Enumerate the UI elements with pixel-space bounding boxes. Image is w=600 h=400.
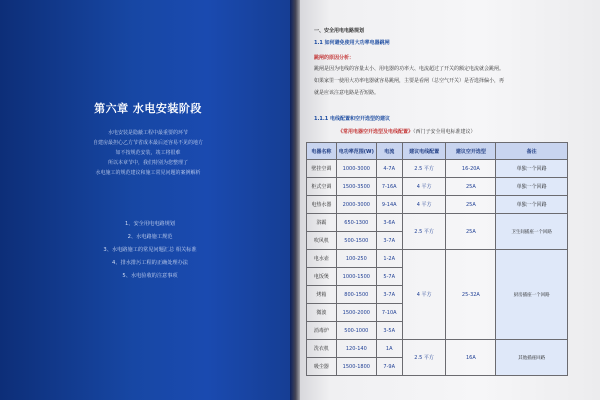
appliance-name-cell: 洗衣机 [307,340,337,358]
wire-cell: 2.5 平方 [402,160,446,178]
appliance-name-cell: 电饭煲 [307,268,337,286]
analysis-line: 跳闸是因为电线的容量太小、用电器的功率大、电流超过了开关的额定电流就会跳闸。 [314,66,505,72]
current-cell: 7-10A [376,304,402,322]
note-cell: 其他插座回路 [496,340,568,376]
power-range-cell: 1500-1800 [336,358,376,376]
table-header-cell: 电器名称 [307,143,337,160]
appliance-name-cell: 电水壶 [307,250,337,268]
intro-line: 如不按规范安装，竣工将很难 [115,150,181,156]
table-header-cell: 备注 [496,143,568,160]
subsection-heading: 1.1 如何避免使用大功率电器跳闸 [314,40,390,46]
table-row [307,160,568,178]
power-range-cell: 100-250 [336,250,376,268]
wire-cell: 4 平方 [402,196,446,214]
power-range-cell: 650-1300 [336,214,376,232]
current-cell: 1A [376,340,402,358]
table-row [307,340,568,358]
table-row [307,196,568,214]
wire-cell: 2.5 平方 [402,340,446,376]
current-cell: 3-5A [376,322,402,340]
chapter-intro [78,128,218,178]
appliance-name-cell: 消毒炉 [307,322,337,340]
appliance-name-cell: 吹风机 [307,232,337,250]
table-header-row [307,143,568,160]
power-range-cell: 1000-1500 [336,268,376,286]
current-cell: 5-7A [376,268,402,286]
note-cell: 卫生间插座一个回路 [496,214,568,250]
note-cell: 厨房插座一个回路 [496,250,568,340]
wire-cell: 4 平方 [402,250,446,340]
left-page [0,0,296,400]
appliance-name-cell: 壁挂空调 [307,160,337,178]
wire-cell: 4 平方 [402,178,446,196]
table-section-heading: 1.1.1 电线配置和空开选型的建议 [314,116,390,122]
appliance-wiring-table [306,142,568,376]
toc-item: 2、水电路施工规范 [127,234,173,240]
appliance-name-cell: 电热水器 [307,196,337,214]
intro-line: 水电安装是隐蔽工程中最重要的环节 [107,130,188,136]
intro-line: 所以本章节中，我们特别为您整理了 [107,160,188,166]
breaker-cell: 16-20A [446,160,496,178]
appliance-name-cell: 柜式空调 [307,178,337,196]
appliance-name-cell: 吸尘器 [307,358,337,376]
current-cell: 3-7A [376,232,402,250]
power-range-cell: 120-140 [336,340,376,358]
current-cell: 3-7A [376,286,402,304]
table-header-cell: 电功率范围(W) [336,143,376,160]
table-caption-title: 《常用电器空开选型及电线配置》 [338,129,414,135]
breaker-cell: 25A [446,214,496,250]
table-header-cell: 建议电线配置 [402,143,446,160]
power-range-cell: 1500-2000 [336,304,376,322]
current-cell: 3-6A [376,214,402,232]
analysis-line: 如果家里一使用大功率电器就容易跳闸，主要是看闸（总空气开关）是否选择偏小，再 [314,78,505,84]
table-header-cell: 建议空开选型 [446,143,496,160]
breaker-cell: 25A [446,178,496,196]
power-range-cell: 800-1500 [336,286,376,304]
chapter-title: 第六章 水电安装阶段 [94,102,202,115]
table-header-cell: 电流 [376,143,402,160]
appliance-name-cell: 烤箱 [307,286,337,304]
appliance-name-cell: 浴霸 [307,214,337,232]
wire-cell: 2.5 平方 [402,214,446,250]
note-cell: 单独一个回路 [496,178,568,196]
intro-line: 水电施工的规范建议和施工常见问题的案例解析 [95,170,201,176]
table-caption-note: （西门子安全用电标准建议） [413,129,476,135]
section-heading: 一、安全用电电路规划 [314,28,365,34]
table-caption [338,129,476,136]
appliance-name-cell: 微波 [307,304,337,322]
power-range-cell: 2000-3000 [336,196,376,214]
analysis-label: 跳闸的原因分析： [314,55,355,61]
note-cell: 单独一个回路 [496,160,568,178]
current-cell: 7-16A [376,178,402,196]
current-cell: 7-9A [376,358,402,376]
note-cell: 单独一个回路 [496,196,568,214]
current-cell: 9-14A [376,196,402,214]
power-range-cell: 1500-3500 [336,178,376,196]
breaker-cell: 16A [446,340,496,376]
table-row [307,250,568,268]
breaker-cell: 25-32A [446,250,496,340]
toc-item: 3、水电路施工的常见问题汇总 相关标准 [103,247,197,253]
current-cell: 1-2A [376,250,402,268]
toc-item: 5、水电验收的注意事项 [122,273,178,279]
intro-line: 自建房最担心乙方节省成本最后还容易不见的地方 [92,140,203,146]
breaker-cell: 25A [446,196,496,214]
power-range-cell: 1000-3000 [336,160,376,178]
table-row [307,178,568,196]
toc-item: 4、排水排污工程的正确处理办法 [112,260,188,266]
analysis-line: 就是应该注意电路是否短路。 [314,90,380,96]
power-range-cell: 500-1000 [336,322,376,340]
current-cell: 4-7A [376,160,402,178]
table-row [307,214,568,232]
table-of-contents [70,218,230,283]
power-range-cell: 500-1500 [336,232,376,250]
toc-item: 1、安全用电电路规划 [125,221,175,227]
